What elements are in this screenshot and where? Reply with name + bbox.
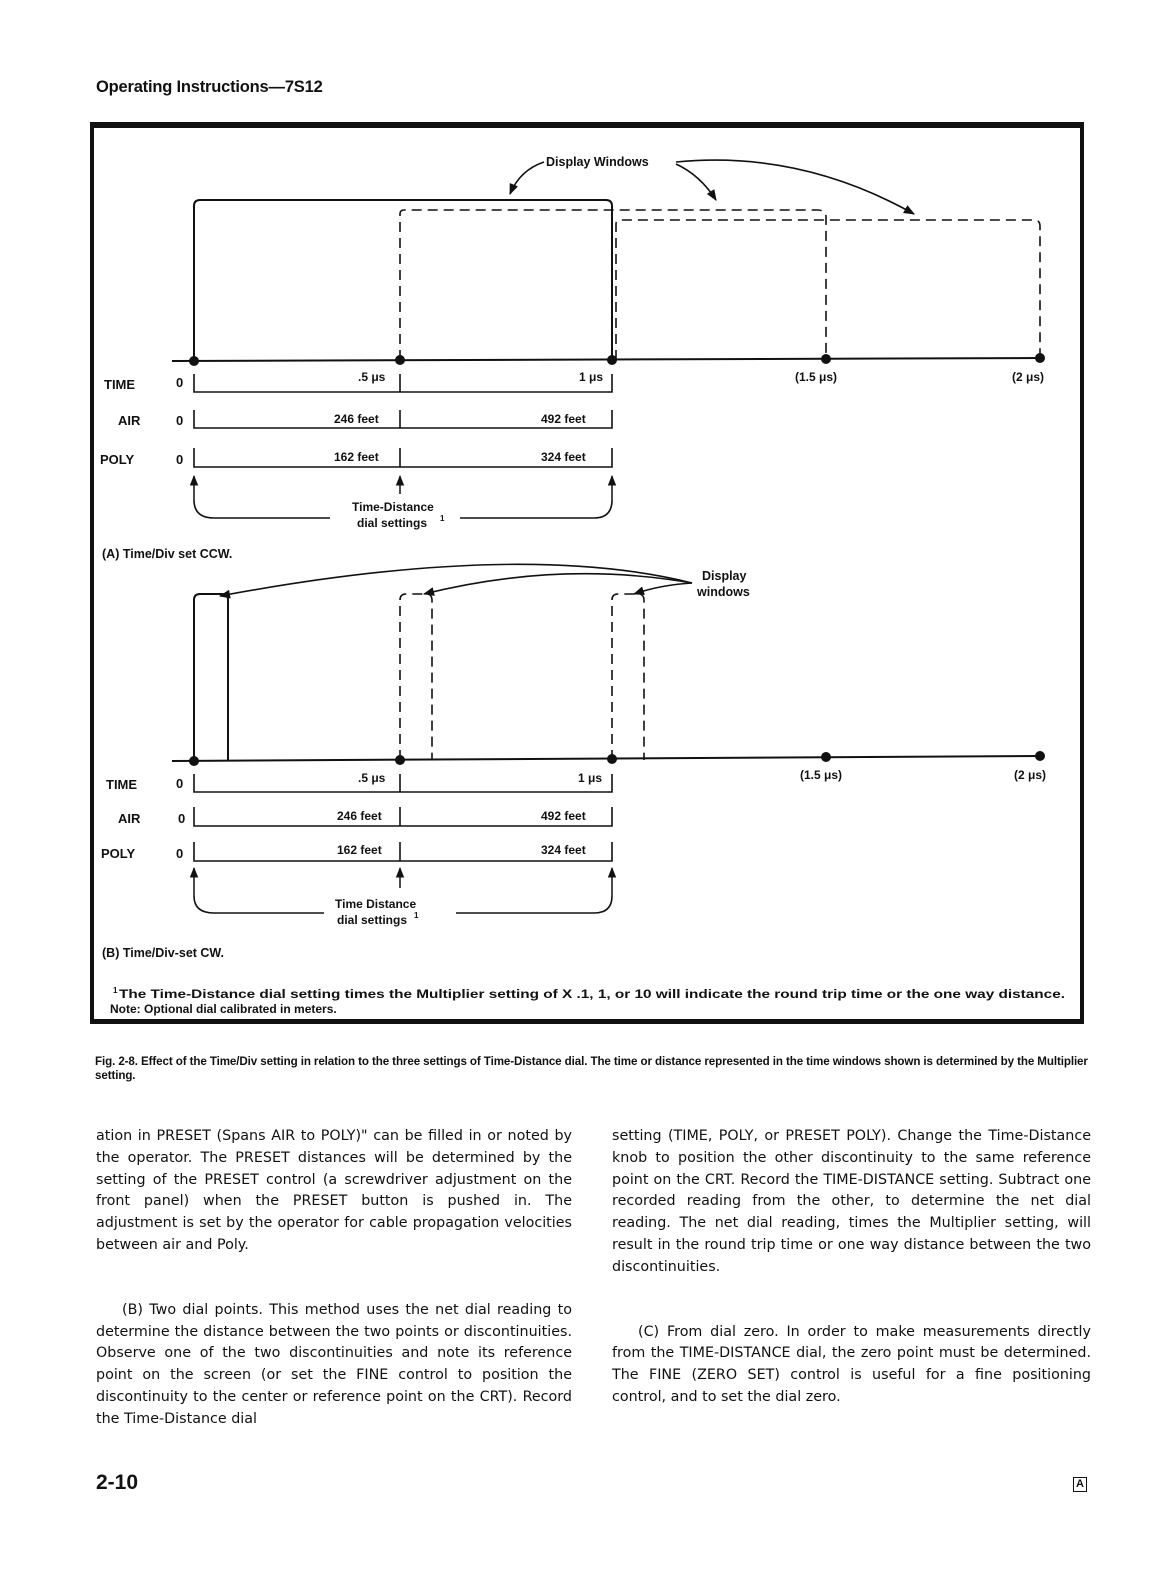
svg-text:324 feet: 324 feet [541,843,586,857]
svg-text:0: 0 [176,452,184,467]
paragraph-two-dial-points: (B) Two dial points. This method uses the net dial reading to determine the distance between the two points or discontinuities. Observe one of the two discontinuities and note its reference point on the screen (or set the FINE control to position the discontinuity to the center or reference point on the CRT). Record the Time-Distance dial [96,1301,572,1427]
paragraph-setting: setting (TIME, POLY, or PRESET POLY). Change the Time-Distance knob to position the other discontinuity to the same reference point on the CRT. Record the TIME-DISTANCE setting. Subtract one recorded reading from the other, to determine the net dial reading. The net dial reading, times the Multiplier setting, will result in the round trip time or one way distance between the two discontinuities. [612,1128,1091,1275]
body-column-left [96,1126,572,1431]
page-number: 2-10 [96,1471,139,1494]
svg-text:TIME: TIME [106,777,138,792]
svg-text:0: 0 [176,375,184,390]
svg-text:POLY: POLY [100,452,135,467]
panel-a-waveform [172,200,1045,366]
svg-text:1 μs: 1 μs [579,370,604,384]
svg-text:162 feet: 162 feet [334,450,379,464]
svg-text:Note: Optional dial calibrated: Note: Optional dial calibrated in meters. [110,1002,337,1016]
svg-text:492 feet: 492 feet [541,412,586,426]
svg-text:162 feet: 162 feet [337,843,382,857]
panel-b-dial-bracket [194,868,612,927]
svg-text:(1.5 μs): (1.5 μs) [795,370,838,384]
revision-mark: A [1073,1477,1087,1492]
svg-text:Display: Display [702,569,747,583]
svg-text:The Time-Distance dial setting: The Time-Distance dial setting times the Multiplier setting of X .1, 1, or 10 will indicate the round trip time or the one way distance. [119,987,1065,1001]
svg-text:dial settings: dial settings [337,913,408,927]
svg-text:324 feet: 324 feet [541,450,586,464]
paragraph-preset: ation in PRESET (Spans AIR to POLY)" can be filled in or noted by the operator. The PRESET distances will be determined by the setting of the PRESET control (a screwdriver adjustment on the front panel) when the PRESET button is pushed in. The adjustment is set by the operator for cable propagation velocities between air and Poly. [96,1128,572,1253]
svg-text:246 feet: 246 feet [337,809,382,823]
page-header: Operating Instructions—7S12 [96,78,323,96]
panel-a-caption: (A) Time/Div set CCW. [102,547,233,561]
panel-b-callout [220,564,750,599]
panel-b-waveform [172,594,1045,766]
svg-text:Time Distance: Time Distance [335,897,417,911]
svg-text:(2 μs): (2 μs) [1012,370,1045,384]
svg-text:(2 μs): (2 μs) [1014,768,1047,782]
svg-text:POLY: POLY [101,846,136,861]
svg-text:1: 1 [440,514,445,523]
svg-text:0: 0 [176,413,184,428]
svg-text:1: 1 [414,911,419,920]
svg-text:.5 μs: .5 μs [358,370,386,384]
svg-text:Time-Distance: Time-Distance [352,500,434,514]
svg-text:AIR: AIR [118,811,141,826]
svg-text:1 μs: 1 μs [578,771,603,785]
svg-text:1: 1 [113,986,118,995]
svg-text:(1.5 μs): (1.5 μs) [800,768,843,782]
paragraph-dial-zero: (C) From dial zero. In order to make measurements directly from the TIME-DISTANCE dial, the zero point must be determined. The FINE (ZERO SET) control is useful for a fine positioning control, and to set the dial zero. [612,1323,1091,1405]
svg-text:492 feet: 492 feet [541,809,586,823]
svg-text:windows: windows [697,585,750,599]
panel-a-callout [510,155,914,214]
svg-text:0: 0 [178,811,186,826]
svg-text:Display Windows: Display Windows [546,155,649,169]
svg-text:.5 μs: .5 μs [358,771,386,785]
panel-a-dial-bracket [194,476,612,530]
svg-text:246 feet: 246 feet [334,412,379,426]
svg-text:TIME: TIME [104,377,136,392]
svg-text:0: 0 [176,776,184,791]
figure-footnote [110,986,1065,1016]
figure-caption: Fig. 2-8. Effect of the Time/Div setting in relation to the three settings of Time-Distance dial. The time or distance represented in the time windows shown is determined by the Multiplier setting. [95,1055,1088,1082]
svg-text:dial settings: dial settings [357,516,428,530]
svg-text:AIR: AIR [118,413,141,428]
panel-b-caption: (B) Time/Div-set CW. [102,946,225,960]
body-column-right [612,1126,1091,1409]
panel-a-scales [100,370,1044,467]
panel-b-scales [101,768,1046,861]
svg-text:0: 0 [176,846,184,861]
